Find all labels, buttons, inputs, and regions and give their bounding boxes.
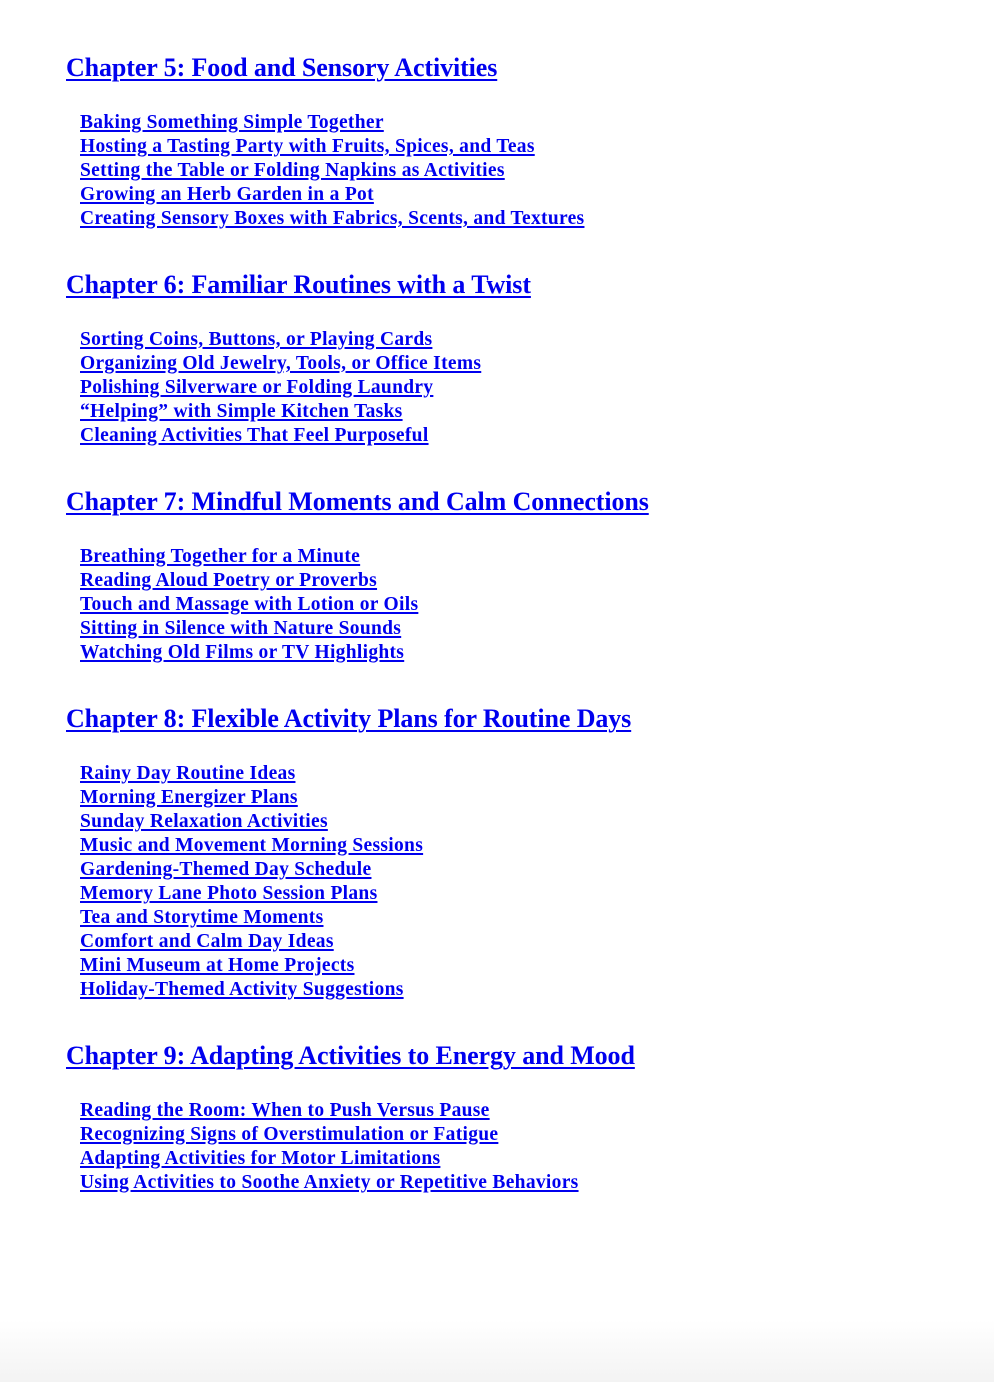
list-item <box>80 810 994 834</box>
section-link[interactable]: Gardening-Themed Day Schedule <box>80 859 372 880</box>
list-item <box>80 1099 994 1123</box>
chapter-title-link[interactable]: Chapter 8: Flexible Activity Plans for Routine Days <box>66 704 632 733</box>
section-link[interactable]: Watching Old Films or TV Highlights <box>80 642 405 663</box>
section-link[interactable]: “Helping” with Simple Kitchen Tasks <box>80 401 403 422</box>
section-link[interactable]: Memory Lane Photo Session Plans <box>80 883 378 904</box>
list-item <box>80 834 994 858</box>
section-link[interactable]: Morning Energizer Plans <box>80 787 298 808</box>
list-item <box>80 1171 994 1195</box>
section-link[interactable]: Adapting Activities for Motor Limitations <box>80 1148 441 1169</box>
list-item <box>80 1123 994 1147</box>
list-item <box>80 593 994 617</box>
list-item <box>80 617 994 641</box>
list-item <box>80 328 994 352</box>
list-item <box>80 400 994 424</box>
section-link[interactable]: Sunday Relaxation Activities <box>80 811 328 832</box>
list-item <box>80 352 994 376</box>
list-item <box>80 424 994 448</box>
section-link[interactable]: Polishing Silverware or Folding Laundry <box>80 377 434 398</box>
chapter-title-link[interactable]: Chapter 5: Food and Sensory Activities <box>66 53 498 82</box>
section-link[interactable]: Touch and Massage with Lotion or Oils <box>80 594 419 615</box>
list-item <box>80 978 994 1002</box>
list-item <box>80 569 994 593</box>
list-item <box>80 906 994 930</box>
section-link[interactable]: Rainy Day Routine Ideas <box>80 763 296 784</box>
section-link[interactable]: Sorting Coins, Buttons, or Playing Cards <box>80 329 433 350</box>
section-link[interactable]: Tea and Storytime Moments <box>80 907 324 928</box>
chapter-block <box>66 701 994 1002</box>
section-link[interactable]: Breathing Together for a Minute <box>80 546 361 567</box>
section-link[interactable]: Cleaning Activities That Feel Purposeful <box>80 425 429 446</box>
section-link[interactable]: Setting the Table or Folding Napkins as Activities <box>80 160 505 181</box>
chapter-title-link[interactable]: Chapter 7: Mindful Moments and Calm Connections <box>66 487 649 516</box>
section-link[interactable]: Baking Something Simple Together <box>80 112 384 133</box>
section-link[interactable]: Creating Sensory Boxes with Fabrics, Scents, and Textures <box>80 208 585 229</box>
list-item <box>80 786 994 810</box>
list-item <box>80 545 994 569</box>
list-item <box>80 135 994 159</box>
list-item <box>80 954 994 978</box>
chapter-title-link[interactable]: Chapter 9: Adapting Activities to Energy and Mood <box>66 1041 635 1070</box>
section-list <box>66 762 994 1002</box>
list-item <box>80 762 994 786</box>
list-item <box>80 183 994 207</box>
section-link[interactable]: Reading Aloud Poetry or Proverbs <box>80 570 378 591</box>
chapter-block <box>66 267 994 448</box>
section-link[interactable]: Hosting a Tasting Party with Fruits, Spices, and Teas <box>80 136 535 157</box>
list-item <box>80 882 994 906</box>
section-link[interactable]: Growing an Herb Garden in a Pot <box>80 184 374 205</box>
section-link[interactable]: Reading the Room: When to Push Versus Pause <box>80 1100 490 1121</box>
section-list <box>66 1099 994 1195</box>
section-link[interactable]: Mini Museum at Home Projects <box>80 955 355 976</box>
list-item <box>80 858 994 882</box>
list-item <box>80 641 994 665</box>
section-list <box>66 545 994 665</box>
chapter-title-link[interactable]: Chapter 6: Familiar Routines with a Twist <box>66 270 531 299</box>
section-link[interactable]: Using Activities to Soothe Anxiety or Repetitive Behaviors <box>80 1172 579 1193</box>
list-item <box>80 930 994 954</box>
section-link[interactable]: Music and Movement Morning Sessions <box>80 835 424 856</box>
section-link[interactable]: Sitting in Silence with Nature Sounds <box>80 618 402 639</box>
list-item <box>80 376 994 400</box>
chapter-block <box>66 50 994 231</box>
list-item <box>80 207 994 231</box>
section-link[interactable]: Holiday-Themed Activity Suggestions <box>80 979 404 1000</box>
section-link[interactable]: Recognizing Signs of Overstimulation or Fatigue <box>80 1124 499 1145</box>
section-link[interactable]: Comfort and Calm Day Ideas <box>80 931 334 952</box>
section-list <box>66 328 994 448</box>
section-list <box>66 111 994 231</box>
chapter-block <box>66 484 994 665</box>
section-link[interactable]: Organizing Old Jewelry, Tools, or Office Items <box>80 353 482 374</box>
chapter-block <box>66 1038 994 1195</box>
list-item <box>80 111 994 135</box>
list-item <box>80 159 994 183</box>
list-item <box>80 1147 994 1171</box>
